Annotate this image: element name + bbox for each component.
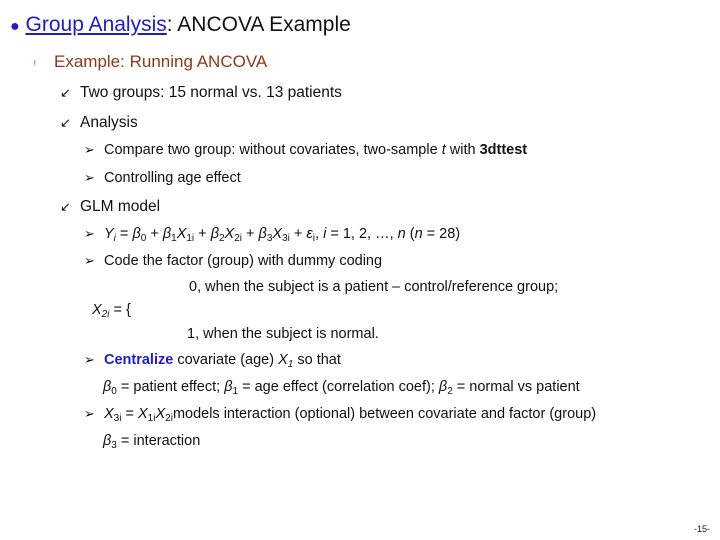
title-text: : ANCOVA Example xyxy=(166,13,351,36)
text: t xyxy=(441,142,446,158)
bullet-centralize: ➢ Centralize covariate (age) $X_1$ so that xyxy=(84,352,341,370)
dummy-case-0: 0, when the subject is a patient – control/reference group; xyxy=(189,279,559,295)
chevron-icon: ➢ xyxy=(84,406,95,421)
page-number: -15- xyxy=(693,524,710,534)
chevron-icon: ➢ xyxy=(84,253,95,268)
subheading-text: Example: Running ANCOVA xyxy=(54,52,268,71)
chevron-icon: ➢ xyxy=(84,142,95,157)
bullet-controlling xyxy=(84,171,241,186)
chevron-icon: ➢ xyxy=(84,226,95,241)
slide-title: ● Group Analysis: ANCOVA Example xyxy=(10,13,351,36)
chevron-icon: ➢ xyxy=(84,352,95,367)
chevron-icon: ➢ xyxy=(84,170,95,185)
bullet-compare xyxy=(84,143,527,158)
text: 3dttest xyxy=(479,142,528,158)
bullet-dummy-coding xyxy=(84,254,382,269)
text: GLM model xyxy=(80,198,161,215)
centralize-term: Centralize xyxy=(104,352,174,368)
beta3-definition: $\beta_3$ = interaction xyxy=(103,433,201,451)
dummy-case-1: 1, when the subject is normal. xyxy=(187,326,379,342)
dummy-variable: $X_{2i}$ = { xyxy=(92,302,131,320)
arrow-icon: ↙ xyxy=(60,115,71,130)
group-analysis-link[interactable]: Group Analysis xyxy=(25,13,167,36)
subheading: ᵎ Example: Running ANCOVA xyxy=(34,52,268,71)
beta-definitions: $\beta_0$ = patient effect; $\beta_1$ = age effect (correlation coef); $\beta_2$ = normal vs patient xyxy=(103,379,580,397)
bullet-interaction: ➢ $X_{3i}$ = $X_{1i}X_{2i}models$ interaction (optional) between covariate and factor (group) xyxy=(84,406,597,424)
text: Analysis xyxy=(80,114,138,131)
text: Two groups: 15 normal vs. 13 patients xyxy=(80,84,342,101)
text: with xyxy=(445,142,480,158)
arrow-icon: ↙ xyxy=(60,85,71,100)
bullet-analysis xyxy=(60,115,138,131)
text: Code the factor (group) with dummy coding xyxy=(104,253,383,269)
bullet-two-groups xyxy=(60,85,342,101)
text: Controlling age effect xyxy=(104,170,241,186)
arrow-icon: ↙ xyxy=(60,199,71,214)
glm-equation: ➢ $Y_i = \beta_0 + \beta_1X_{1i} + \beta_2X_{2i} + \beta_3X_{3i} + \varepsilon_i$, i = 1, 2, …, n (n = 28) xyxy=(84,226,461,244)
text: Compare two group: without covariates, two-sample xyxy=(104,142,442,158)
bullet-glm xyxy=(60,199,160,215)
